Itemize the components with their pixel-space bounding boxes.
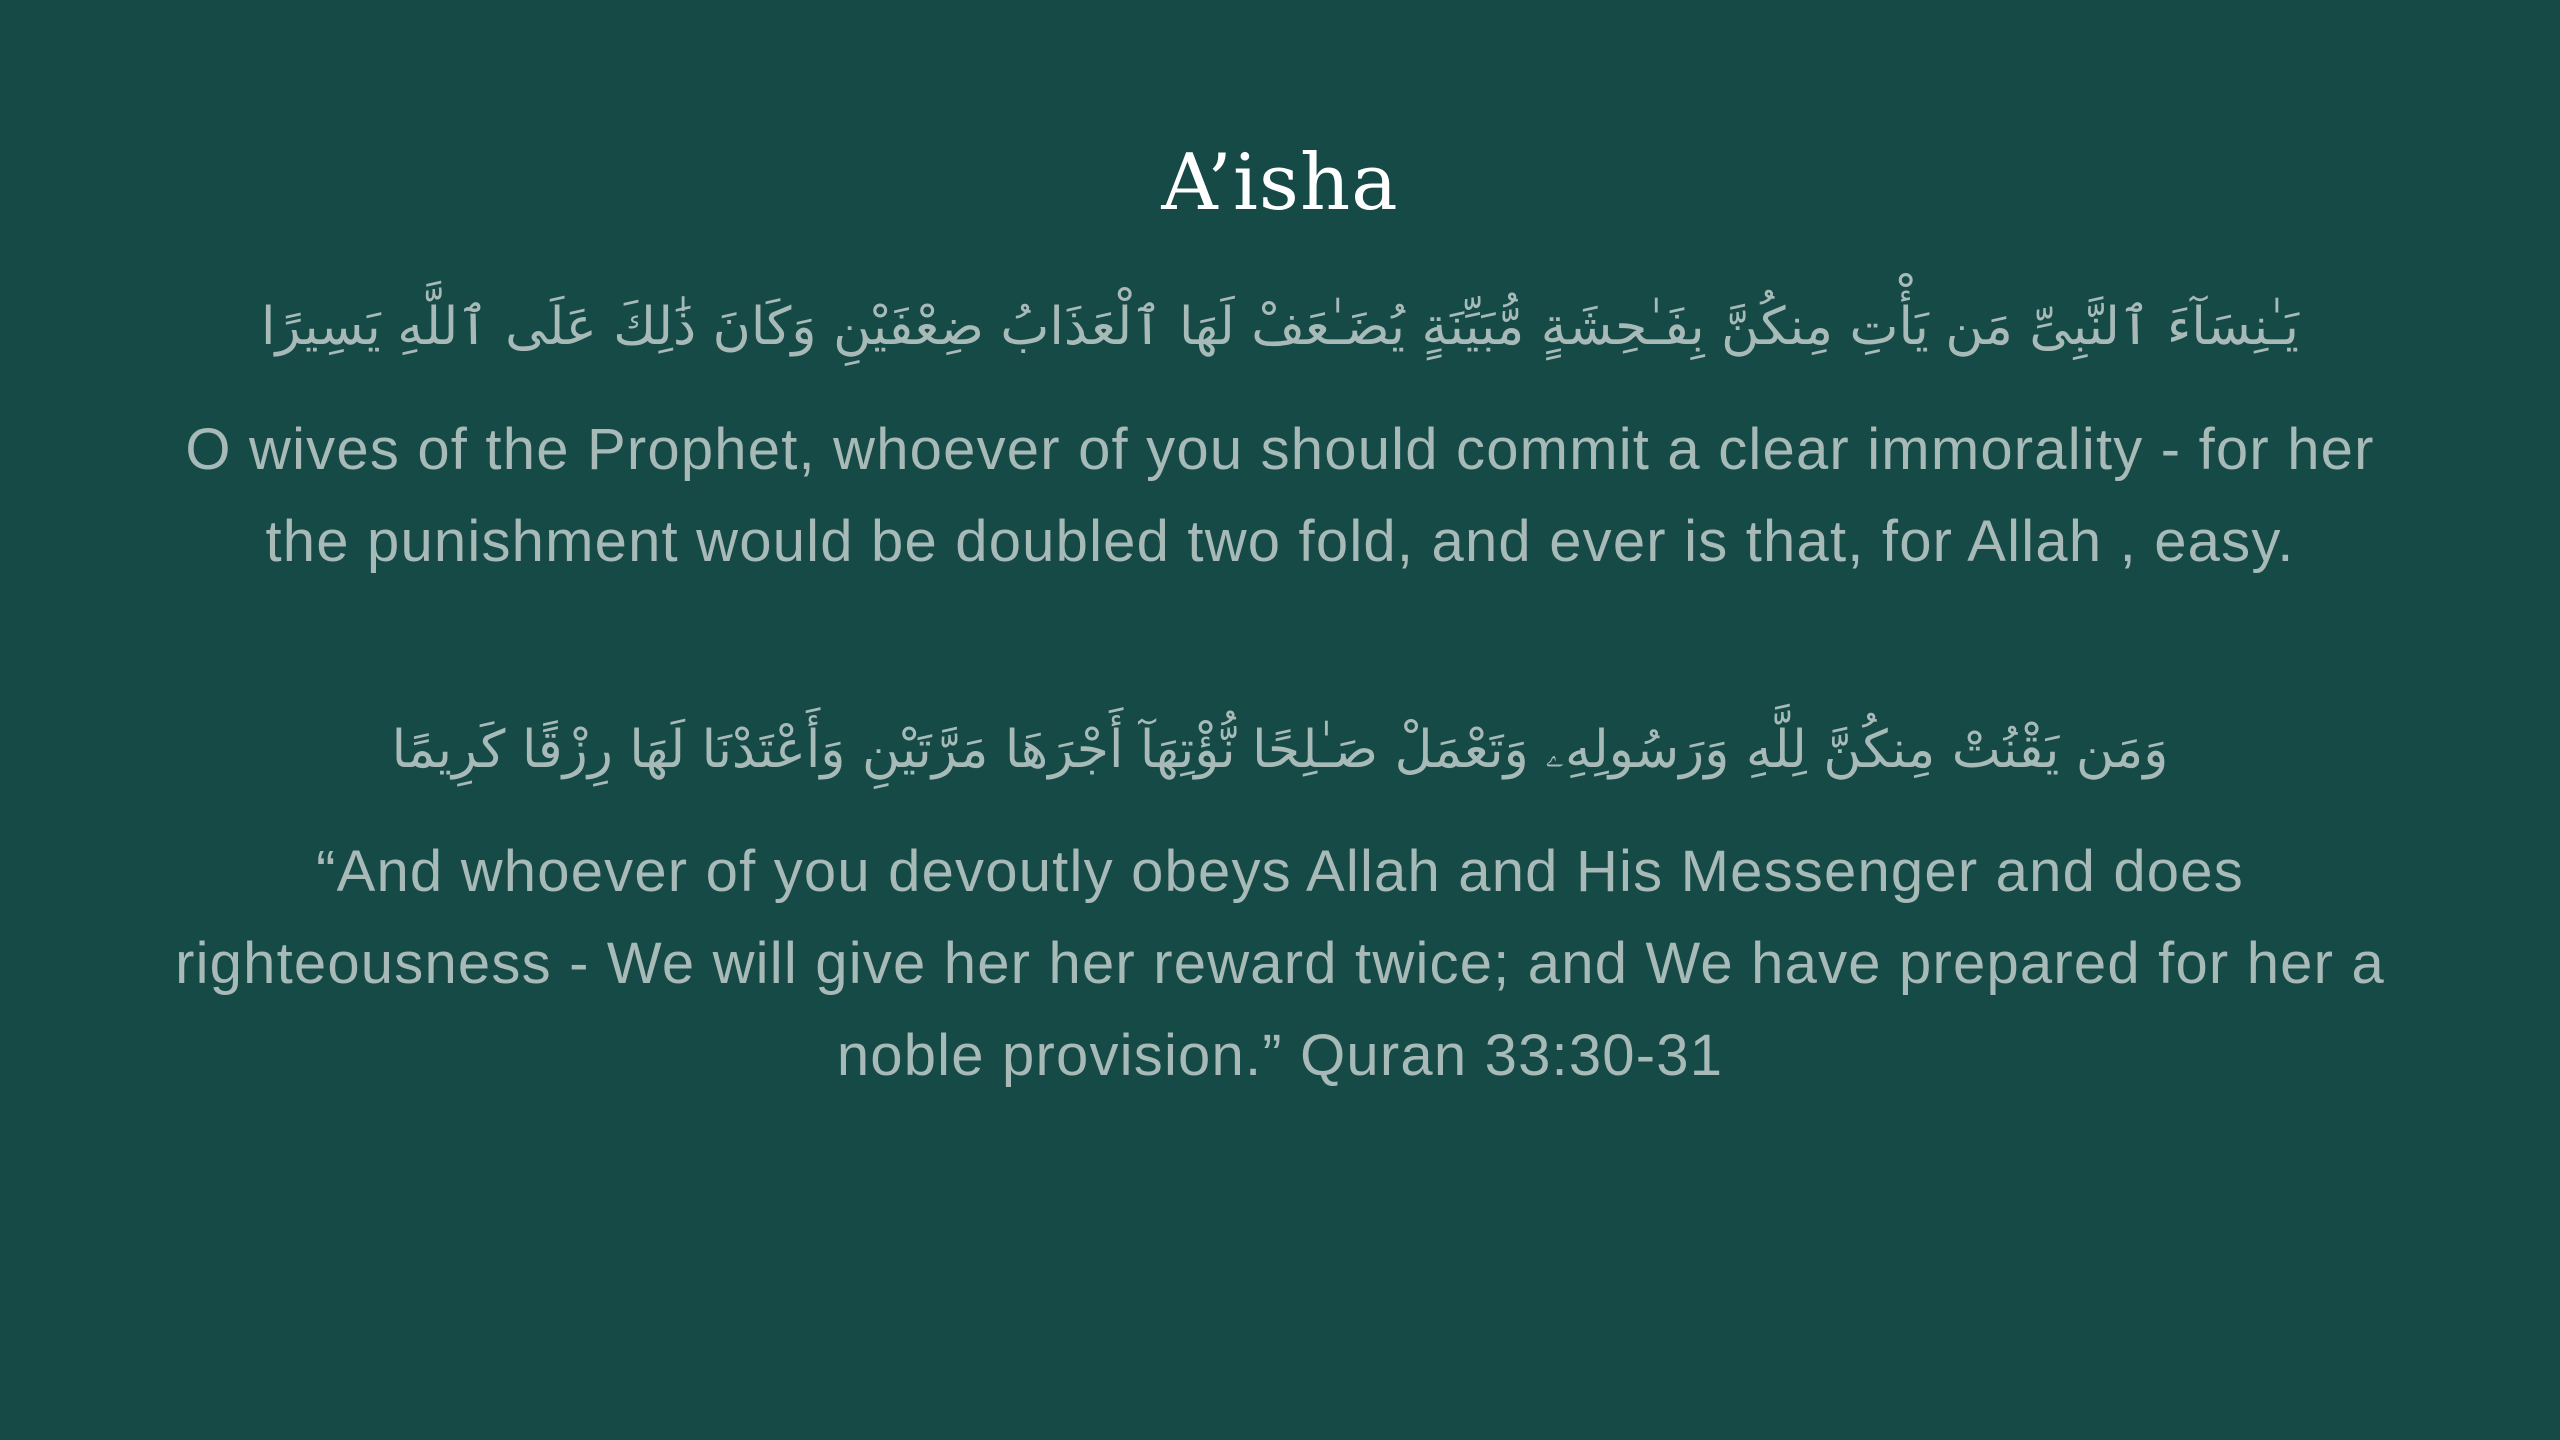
translation-verse-31: “And whoever of you devoutly obeys Allah and His Messenger and does righteousness - We will give her her reward twice; and We have prepared for her a noble provision.” Quran 33:30-31 <box>175 839 2385 1088</box>
slide-title: A’isha <box>1161 138 1399 228</box>
arabic-verse-31: وَمَن يَقْنُتْ مِنكُنَّ لِلَّهِ وَرَسُولِهِۦ وَتَعْمَلْ صَـٰلِحًا نُّؤْتِهَآ أَجْرَهَا مَرَّتَيْنِ وَأَعْتَدْنَا لَهَا رِزْقًا كَرِيمًا <box>391 720 2169 780</box>
translation-verse-30: O wives of the Prophet, whoever of you should commit a clear immorality - for her the punishment would be doubled two fold, and ever is that, for Allah , easy. <box>185 417 2375 574</box>
arabic-verse-30: يَـٰنِسَآءَ ٱلنَّبِىِّ مَن يَأْتِ مِنكُنَّ بِفَـٰحِشَةٍ مُّبَيِّنَةٍ يُضَـٰعَفْ لَهَا ٱلْعَذَابُ ضِعْفَيْنِ وَكَانَ ذَٰلِكَ عَلَى ٱللَّهِ يَسِيرًا <box>261 297 2299 357</box>
